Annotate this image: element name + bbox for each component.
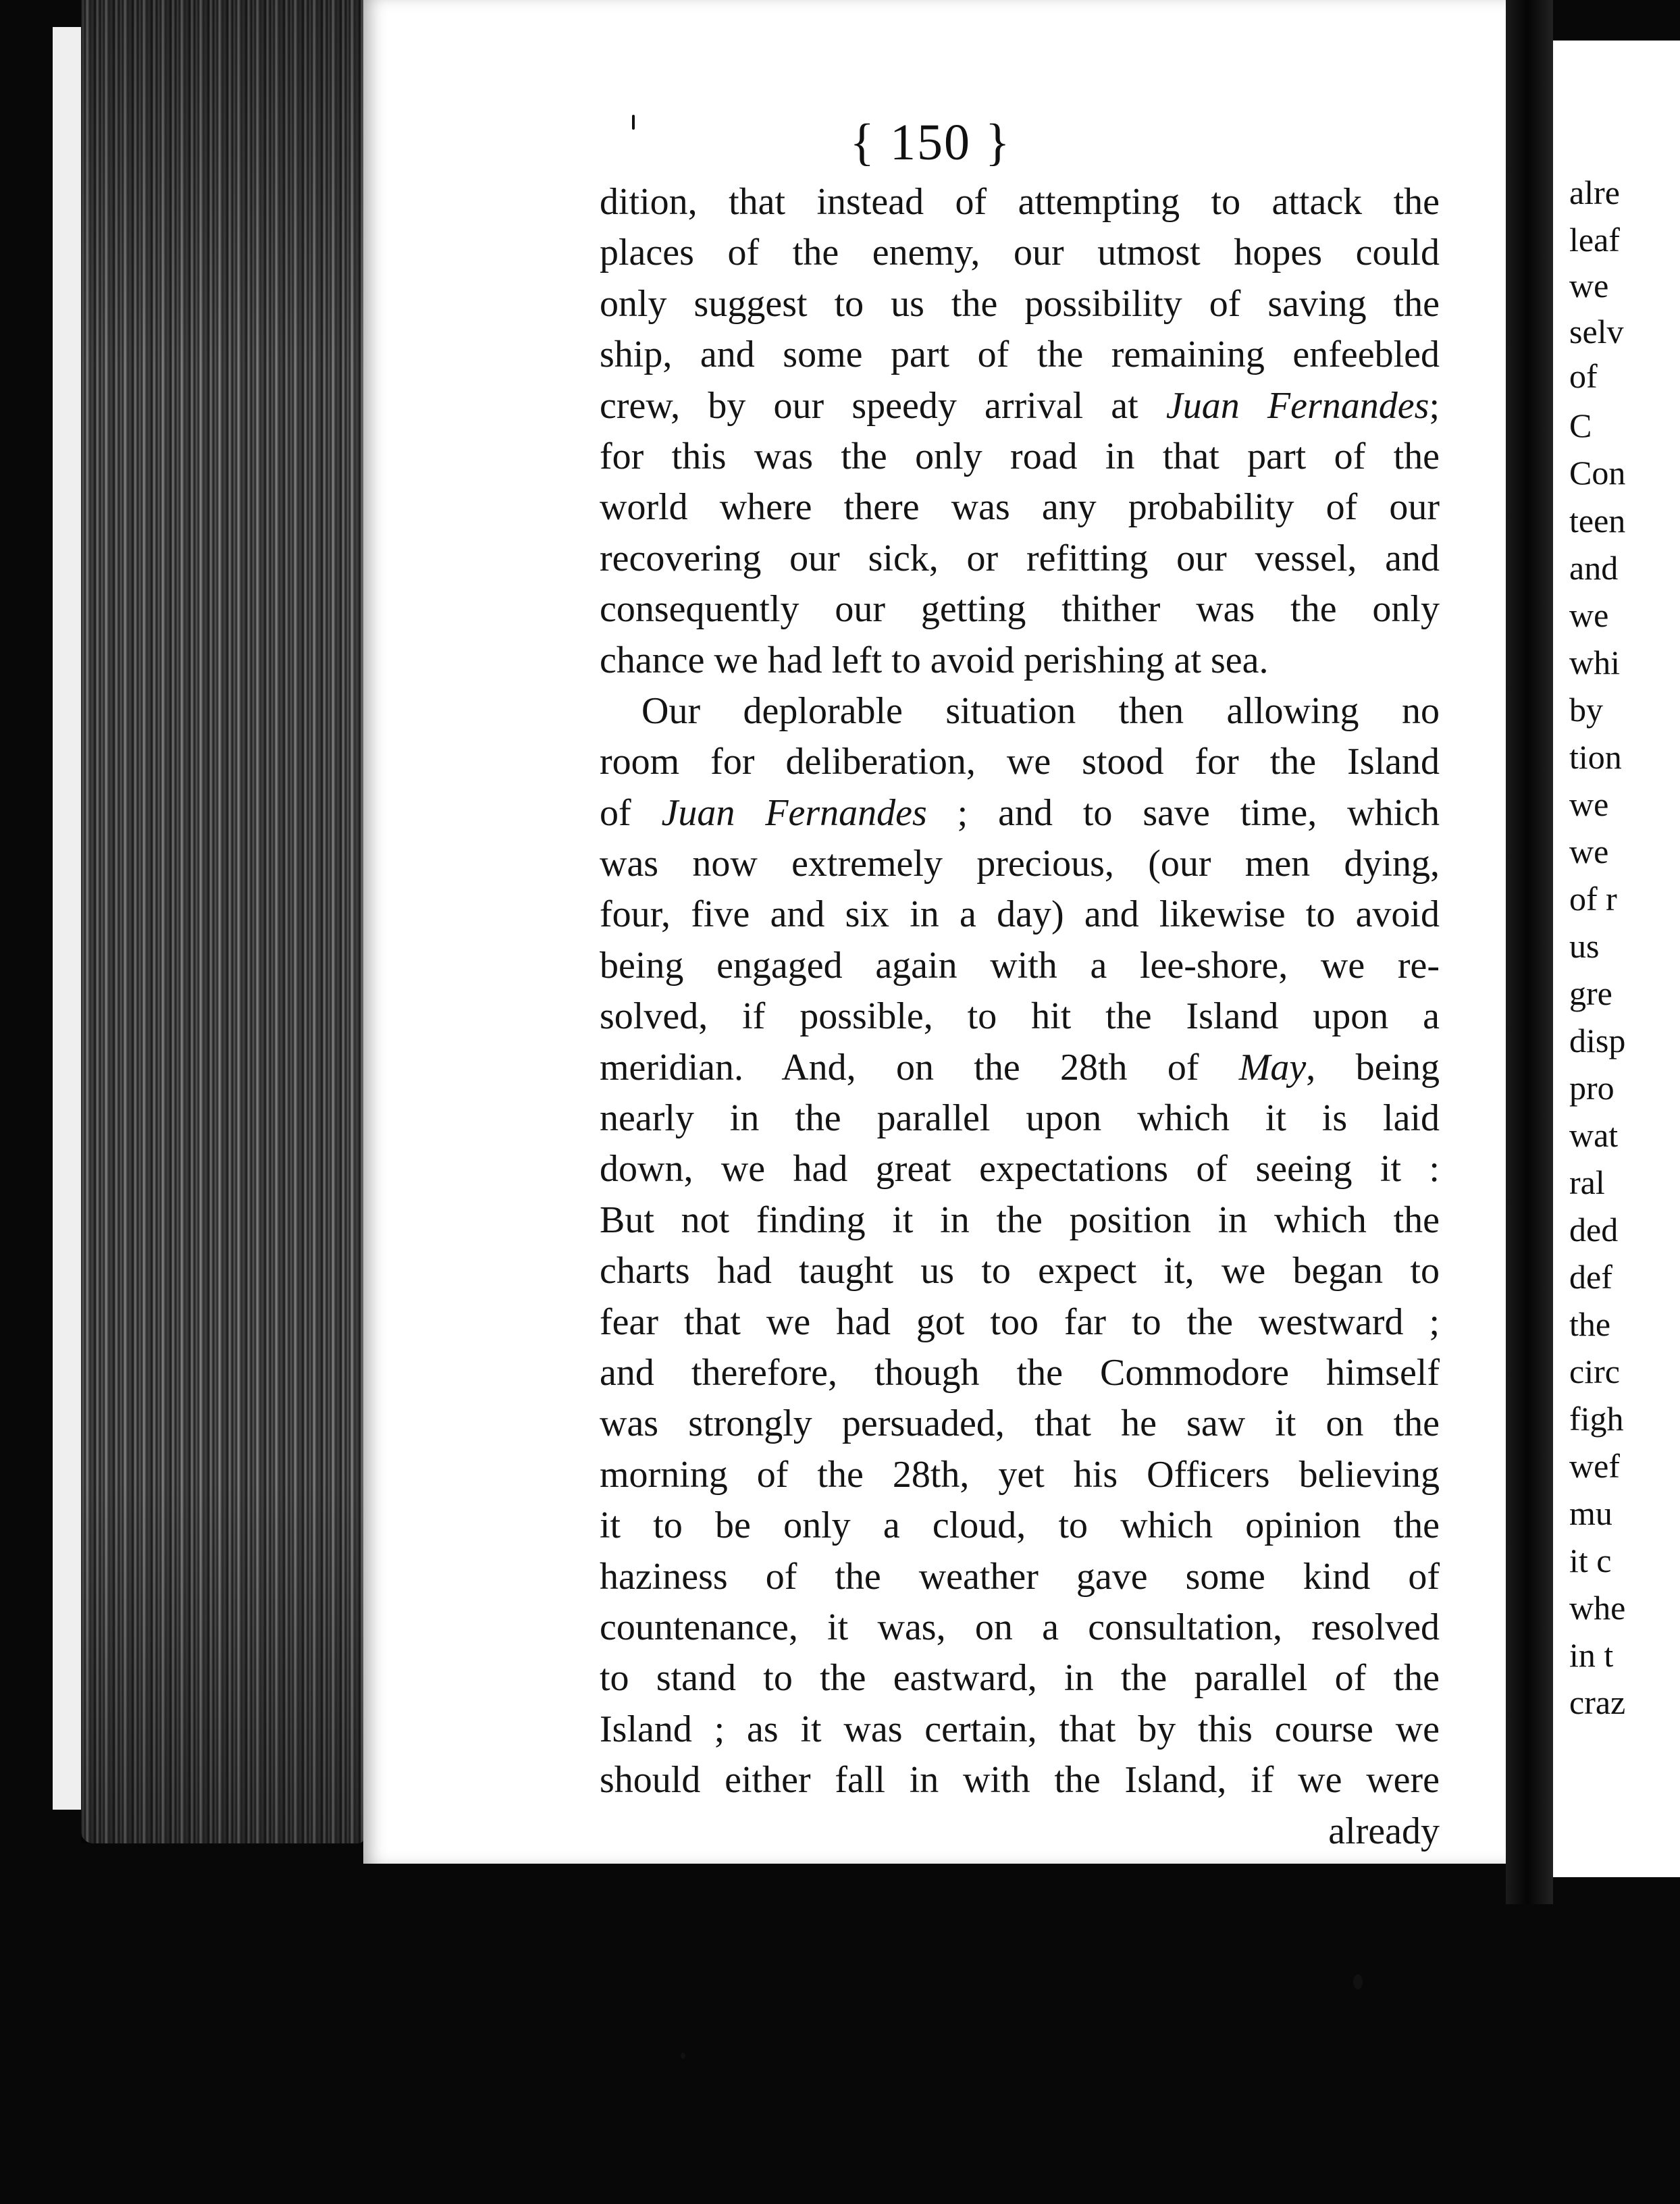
facing-page-line: in t bbox=[1569, 1636, 1614, 1674]
ink-speck bbox=[1353, 1974, 1363, 1989]
text-segment: places of the enemy, our utmost hopes could bbox=[600, 232, 1440, 274]
text-line bbox=[600, 1755, 1440, 1806]
facing-page-line: selv bbox=[1569, 313, 1624, 350]
text-line bbox=[600, 1500, 1440, 1551]
text-line bbox=[600, 1195, 1440, 1246]
text-line bbox=[600, 1093, 1440, 1144]
text-line bbox=[600, 584, 1440, 635]
facing-page-line: of bbox=[1569, 357, 1598, 395]
text-segment: being engaged again with a lee-shore, we re- bbox=[600, 944, 1440, 987]
text-segment: countenance, it was, on a consultation, resolved bbox=[600, 1606, 1440, 1648]
text-line bbox=[600, 533, 1440, 584]
facing-page-line: we bbox=[1569, 785, 1609, 823]
text-segment: was now extremely precious, (our men dying, bbox=[600, 843, 1440, 885]
text-line bbox=[600, 279, 1440, 330]
text-segment: solved, if possible, to hit the Island upon a bbox=[600, 995, 1440, 1038]
text-segment: world where there was any probability of our bbox=[600, 486, 1440, 529]
text-line bbox=[600, 788, 1440, 839]
text-line bbox=[600, 991, 1440, 1042]
facing-page-line: of r bbox=[1569, 880, 1617, 918]
facing-page-line: craz bbox=[1569, 1683, 1626, 1721]
facing-page-line: us bbox=[1569, 927, 1600, 965]
text-line bbox=[600, 686, 1440, 737]
facing-page-line: ral bbox=[1569, 1163, 1605, 1201]
text-line bbox=[600, 431, 1440, 482]
facing-page-line: teen bbox=[1569, 502, 1626, 540]
facing-page-line: whi bbox=[1569, 644, 1620, 681]
text-segment: morning of the 28th, yet his Officers believing bbox=[600, 1453, 1440, 1496]
text-segment: dition, that instead of attempting to attack the bbox=[600, 181, 1440, 223]
facing-page-line: gre bbox=[1569, 974, 1612, 1012]
text-line bbox=[600, 1602, 1440, 1653]
text-segment: to stand to the eastward, in the parallel of the bbox=[600, 1657, 1440, 1700]
facing-page-line: def bbox=[1569, 1258, 1612, 1296]
facing-page-line: tion bbox=[1569, 738, 1622, 776]
text-segment: ; and to save time, which bbox=[926, 791, 1440, 834]
text-segment: crew, by our speedy arrival at bbox=[600, 384, 1166, 427]
text-line bbox=[600, 1297, 1440, 1348]
italic-text-segment: Juan Fernandes bbox=[1165, 384, 1429, 427]
body-text bbox=[600, 177, 1440, 1857]
catchword: already bbox=[1328, 1810, 1440, 1852]
facing-page-line: and bbox=[1569, 549, 1619, 587]
text-segment: down, we had great expectations of seeing it : bbox=[600, 1148, 1440, 1190]
text-segment: room for deliberation, we stood for the Island bbox=[600, 741, 1440, 783]
text-line bbox=[600, 1398, 1440, 1449]
italic-text-segment: Juan Fernandes bbox=[661, 791, 927, 834]
text-line bbox=[600, 1348, 1440, 1398]
text-segment: chance we had left to avoid perishing at sea. bbox=[600, 639, 1269, 681]
text-segment: charts had taught us to expect it, we began to bbox=[600, 1250, 1440, 1292]
text-segment: meridian. And, on the 28th of bbox=[600, 1046, 1239, 1088]
text-line bbox=[600, 177, 1440, 228]
text-segment: for this was the only road in that part of the bbox=[600, 435, 1440, 477]
text-line bbox=[600, 1246, 1440, 1296]
text-line bbox=[600, 1144, 1440, 1195]
text-line bbox=[600, 941, 1440, 991]
text-line bbox=[600, 482, 1440, 533]
facing-page-line: C bbox=[1569, 406, 1592, 444]
facing-page-line: by bbox=[1569, 691, 1603, 729]
text-segment: nearly in the parallel upon which it is laid bbox=[600, 1097, 1440, 1140]
text-segment: only suggest to us the possibility of saving the bbox=[600, 282, 1440, 325]
text-segment: ship, and some part of the remaining enfeebled bbox=[600, 334, 1440, 376]
text-segment: Island ; as it was certain, that by this course we bbox=[600, 1708, 1440, 1750]
text-segment: should either fall in with the Island, if we were bbox=[600, 1759, 1440, 1802]
facing-page-line: mu bbox=[1569, 1494, 1612, 1532]
facing-page-line: wef bbox=[1569, 1447, 1620, 1485]
text-line bbox=[600, 1653, 1440, 1704]
facing-page-line: the bbox=[1569, 1305, 1611, 1343]
text-segment: haziness of the weather gave some kind of bbox=[600, 1555, 1440, 1598]
text-segment: and therefore, though the Commodore himself bbox=[600, 1351, 1440, 1394]
facing-page-line: circ bbox=[1569, 1353, 1620, 1390]
text-segment: ; bbox=[1429, 384, 1440, 427]
facing-page-line: pro bbox=[1569, 1069, 1615, 1107]
facing-page-line: leaf bbox=[1569, 221, 1620, 259]
text-line bbox=[600, 228, 1440, 278]
facing-page-line: we bbox=[1569, 833, 1609, 870]
text-line bbox=[600, 635, 1440, 686]
text-segment: was strongly persuaded, that he saw it on the bbox=[600, 1402, 1440, 1445]
text-segment: fear that we had got too far to the westward ; bbox=[600, 1301, 1440, 1343]
facing-page-line: it c bbox=[1569, 1542, 1612, 1579]
text-line bbox=[600, 1704, 1440, 1755]
text-line bbox=[600, 889, 1440, 940]
text-line bbox=[600, 1043, 1440, 1093]
text-line bbox=[600, 381, 1440, 431]
facing-page bbox=[1553, 41, 1680, 1877]
text-segment: Our deplorable situation then allowing no bbox=[641, 689, 1440, 732]
text-line bbox=[600, 839, 1440, 889]
facing-page-line: ded bbox=[1569, 1211, 1619, 1249]
text-line bbox=[600, 330, 1440, 380]
facing-page-line: disp bbox=[1569, 1022, 1626, 1059]
text-segment: recovering our sick, or refitting our vessel, and bbox=[600, 537, 1440, 579]
text-segment: it to be only a cloud, to which opinion the bbox=[600, 1504, 1440, 1547]
text-line bbox=[600, 737, 1440, 787]
facing-page-line: figh bbox=[1569, 1400, 1624, 1438]
text-segment: But not finding it in the position in which the bbox=[600, 1199, 1440, 1241]
italic-text-segment: May bbox=[1238, 1046, 1307, 1088]
text-segment: of bbox=[600, 791, 662, 834]
text-segment: , being bbox=[1306, 1046, 1440, 1088]
text-segment: four, five and six in a day) and likewise to avoid bbox=[600, 893, 1440, 936]
page-number: { 150 } bbox=[849, 114, 1012, 171]
facing-page-line: whe bbox=[1569, 1589, 1626, 1627]
book-gutter bbox=[1506, 0, 1553, 1904]
facing-page-line: Con bbox=[1569, 454, 1626, 492]
facing-page-line: wat bbox=[1569, 1116, 1619, 1154]
text-segment: consequently our getting thither was the only bbox=[600, 588, 1440, 631]
ink-speck bbox=[632, 115, 635, 130]
ink-speck bbox=[681, 2053, 685, 2059]
facing-page-line: we bbox=[1569, 267, 1609, 305]
facing-page-line: we bbox=[1569, 596, 1609, 634]
text-line bbox=[600, 1450, 1440, 1500]
book-page-edges bbox=[81, 0, 365, 1843]
facing-page-line: alre bbox=[1569, 174, 1620, 211]
text-line bbox=[600, 1552, 1440, 1602]
